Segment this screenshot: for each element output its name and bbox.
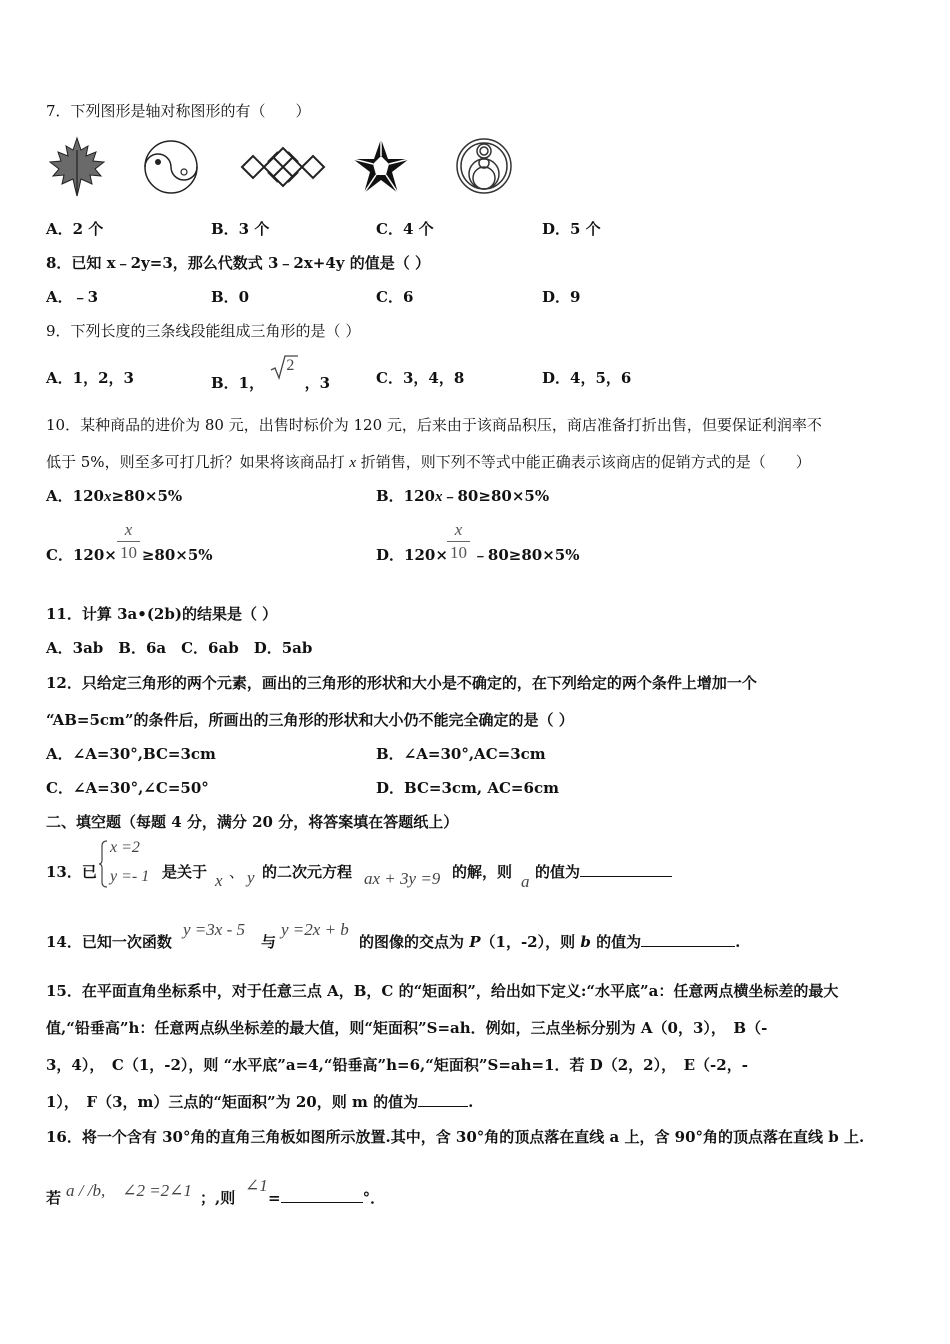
q15-line3: 3，4）， C（1，-2），则 “水平底”a=4,“铅垂高”h=6,“矩面积”S=ah=1．若 D（2，2）， E（-2，- xyxy=(46,1056,748,1074)
q15-line4 xyxy=(46,1092,473,1112)
q10-option-d-pre: D．120× xyxy=(376,546,448,564)
maple-leaf-icon xyxy=(46,136,108,198)
q10-option-a-post: ≥80×5% xyxy=(111,487,183,505)
q8-stem: 8．已知 x﹣2y=3，那么代数式 3﹣2x+4y 的值是（ ） xyxy=(46,254,430,272)
q9-option-c[interactable]: C．3，4，8 xyxy=(376,369,465,387)
q16-condition: a / /b, ∠2 =2∠1 xyxy=(66,1181,192,1200)
q7-option-b[interactable]: B．3 个 xyxy=(211,220,270,238)
q14-answer-blank[interactable] xyxy=(641,932,735,947)
q10-option-a[interactable] xyxy=(46,486,182,507)
q10-option-c-pre: C．120× xyxy=(46,546,117,564)
left-brace-icon xyxy=(98,840,108,888)
q7-option-c[interactable]: C．4 个 xyxy=(376,220,434,238)
q12-line1: 12．只给定三角形的两个元素，画出的三角形的形状和大小是不确定的，在下列给定的两个条件上增加一个 xyxy=(46,674,757,692)
q14-function-1: y =3x - 5 xyxy=(183,920,245,939)
q14-text-3a: 的图像的交点为 xyxy=(359,933,470,951)
q13-var-x: x xyxy=(215,871,223,890)
q10-option-c-post: ≥80×5% xyxy=(141,546,213,564)
q8-option-c[interactable]: C．6 xyxy=(376,288,414,306)
q9-option-b[interactable] xyxy=(211,357,331,393)
fraction-denominator: 10 xyxy=(450,543,467,562)
q13-var-a: a xyxy=(521,872,530,891)
q13-text-3: 的解，则 xyxy=(452,863,513,881)
q14-text-2: 与 xyxy=(261,933,277,951)
q13-text-4 xyxy=(535,862,672,882)
q9-option-d[interactable]: D．4，5，6 xyxy=(542,369,632,387)
q14-text-3 xyxy=(359,932,740,952)
q15-answer-blank[interactable] xyxy=(418,1092,468,1107)
star-pentagon-icon xyxy=(350,136,412,198)
chinese-knot-icon xyxy=(240,146,326,188)
q7-option-a[interactable]: A．2 个 xyxy=(46,220,104,238)
q9-option-b-suffix: ，3 xyxy=(304,374,331,392)
q13-text-2: 的二次元方程 xyxy=(262,863,353,881)
fraction-bar xyxy=(447,541,470,542)
q10-line2-text-a: 低于 5%，则至多可打几折？如果将该商品打 xyxy=(46,453,350,471)
q11-stem: 11．计算 3a•(2b)的结果是（ ） xyxy=(46,605,278,623)
fraction-numerator: x xyxy=(454,520,463,539)
sqrt-sign-icon xyxy=(269,354,299,380)
q16-text-3 xyxy=(268,1188,385,1208)
q14-text-1: 14．已知一次函数 xyxy=(46,933,172,951)
q16-answer-blank[interactable] xyxy=(281,1188,363,1203)
q10-option-b[interactable] xyxy=(376,486,549,507)
q16-text-2: ；,则 xyxy=(200,1189,236,1207)
q9-stem: 9．下列长度的三条线段能组成三角形的是（ ） xyxy=(46,322,361,340)
yin-yang-icon xyxy=(142,138,200,196)
q10-option-d-post: ﹣80≥80×5% xyxy=(472,546,580,564)
q9-option-b-prefix: B．1， xyxy=(211,374,265,392)
q13-answer-blank[interactable] xyxy=(580,862,672,877)
q14-period: . xyxy=(735,933,741,951)
q11-options[interactable]: A．3ab B．6a C．6ab D．5ab xyxy=(46,639,313,657)
q15-line1: 15．在平面直角坐标系中，对于任意三点 A，B，C 的“矩面积”，给出如下定义:“水平底”a：任意两点横坐标差的最大 xyxy=(46,982,839,1000)
q8-option-a[interactable]: A．﹣3 xyxy=(46,288,99,306)
q10-option-b-var: x xyxy=(435,489,443,505)
concentric-circles-icon xyxy=(454,136,514,196)
q12-line2: “AB=5cm”的条件后，所画出的三角形的形状和大小仍不能完全确定的是（ ） xyxy=(46,711,574,729)
q8-option-d[interactable]: D．9 xyxy=(542,288,581,306)
q12-option-a[interactable]: A．∠A=30°,BC=3cm xyxy=(46,745,216,763)
q13-text-1: 是关于 xyxy=(162,863,208,881)
q15-line4-text: 1）， F（3，m）三点的“矩面积”为 20，则 m 的值为 xyxy=(46,1093,419,1111)
q13-equation: ax + 3y =9 xyxy=(364,869,441,888)
q7-figure-strip xyxy=(44,132,509,200)
q10-var-x: x xyxy=(349,455,357,471)
q16-text-1: 若 xyxy=(46,1189,62,1207)
q14-point-coords: （1，-2），则 xyxy=(480,933,581,951)
q12-option-d[interactable]: D．BC=3cm, AC=6cm xyxy=(376,779,559,797)
q13-system-line1: x =2 xyxy=(110,839,140,856)
q16-line1: 16．将一个含有 30°角的直角三角板如图所示放置.其中，含 30°角的顶点落在直线 a 上，含 90°角的顶点落在直线 b 上. xyxy=(46,1128,865,1146)
q7-option-d[interactable]: D．5 个 xyxy=(542,220,601,238)
q16-equals: = xyxy=(268,1189,281,1207)
q10-option-a-pre: A．120 xyxy=(46,487,104,505)
sqrt-radicand: 2 xyxy=(286,357,295,374)
q13-var-y: y xyxy=(247,868,255,887)
sqrt-expression xyxy=(269,357,299,388)
q14-answer-label: 的值为 xyxy=(590,933,642,951)
q10-option-c-fraction xyxy=(117,521,140,562)
q7-stem: 7．下列图形是轴对称图形的有（ ） xyxy=(46,102,311,120)
q10-option-d-fraction xyxy=(447,521,470,562)
q10-line1: 10．某种商品的进价为 80 元，出售时标价为 120 元，后来由于该商品积压，商店准备打折出售，但要保证利润率不 xyxy=(46,416,822,434)
q9-option-a[interactable]: A．1，2，3 xyxy=(46,369,134,387)
q15-line2: 值,“铅垂高”h：任意两点纵坐标差的最大值，则“矩面积”S=ah．例如，三点坐标分别为 A（0，3）， B（- xyxy=(46,1019,768,1037)
q15-period: . xyxy=(468,1093,474,1111)
q13-system-line2: y =- 1 xyxy=(110,868,150,885)
q12-option-b[interactable]: B．∠A=30°,AC=3cm xyxy=(376,745,546,763)
section-2-heading: 二、填空题（每题 4 分，满分 20 分，将答案填在答题纸上） xyxy=(46,813,459,831)
fraction-denominator: 10 xyxy=(120,543,137,562)
q10-line2 xyxy=(46,452,811,473)
q13-answer-label: 的值为 xyxy=(535,863,581,881)
q8-option-b[interactable]: B．0 xyxy=(211,288,250,306)
q10-option-b-post: ﹣80≥80×5% xyxy=(442,487,550,505)
q16-degree-suffix: °． xyxy=(362,1189,386,1207)
q13-number: 13．已 xyxy=(46,863,97,881)
q10-line2-text-b: 折销售，则下列不等式中能正确表示该商店的促销方式的是（ ） xyxy=(356,453,811,471)
q16-angle-1: ∠1 xyxy=(245,1176,268,1195)
q12-option-c[interactable]: C．∠A=30°,∠C=50° xyxy=(46,779,209,797)
q14-var-b: b xyxy=(580,933,591,951)
q10-option-a-var: x xyxy=(103,489,112,505)
q14-point-p: P xyxy=(469,933,481,951)
fraction-numerator: x xyxy=(124,520,133,539)
q14-function-2: y =2x + b xyxy=(281,920,349,939)
q10-option-d[interactable] xyxy=(376,545,579,565)
q13-separator: 、 xyxy=(229,863,245,881)
fraction-bar xyxy=(117,541,140,542)
q10-option-b-pre: B．120 xyxy=(376,487,435,505)
